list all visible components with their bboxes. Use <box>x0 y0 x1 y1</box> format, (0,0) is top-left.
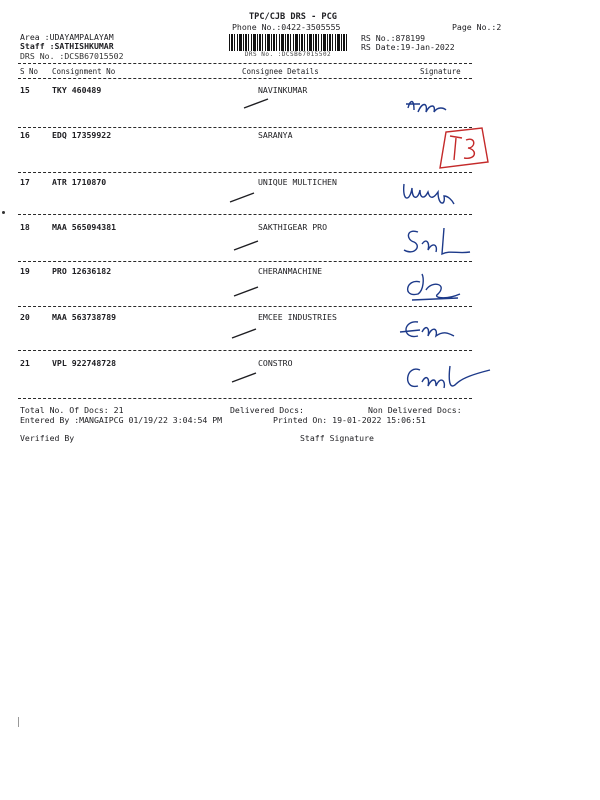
staff-label: Staff :SATHISHKUMAR <box>20 41 114 51</box>
column-header-consignment: Consignment No <box>52 67 116 76</box>
tick-mark <box>230 370 260 384</box>
barcode <box>229 34 347 51</box>
delivered-docs: Delivered Docs: <box>230 405 304 415</box>
row-divider <box>18 127 472 128</box>
row-consignee: CONSTRO <box>258 358 293 368</box>
drs-number: DRS No. :DCSB67015502 <box>20 51 124 61</box>
row-sno: 19 <box>20 266 30 276</box>
row-consignment: MAA 565094381 <box>52 222 117 232</box>
row-sno: 21 <box>20 358 30 368</box>
handwritten-signature <box>398 356 494 400</box>
header-rule-bottom <box>18 78 472 79</box>
row-divider <box>18 350 472 351</box>
non-delivered-docs: Non Delivered Docs: <box>368 405 462 415</box>
printed-on: Printed On: 19-01-2022 15:06:51 <box>273 415 426 425</box>
phone-number: Phone No.:0422-3505555 <box>232 22 341 32</box>
verified-by-label: Verified By <box>20 433 75 443</box>
rs-number: RS No.:878199 <box>361 33 426 43</box>
row-divider <box>18 214 472 215</box>
row-consignment: EDQ 17359922 <box>52 130 112 140</box>
area-label: Area :UDAYAMPALAYAM <box>20 32 114 42</box>
row-consignment: MAA 563738789 <box>52 312 117 322</box>
tick-mark <box>232 238 262 252</box>
row-consignee: SARANYA <box>258 130 293 140</box>
row-divider <box>18 261 472 262</box>
tick-mark <box>228 190 258 204</box>
row-consignment: TKY 460489 <box>52 85 102 95</box>
tick-mark <box>230 326 260 340</box>
row-sno: 18 <box>20 222 30 232</box>
row-consignee: UNIQUE MULTICHEN <box>258 177 337 187</box>
column-header-sno: S No <box>20 67 39 76</box>
row-consignee: SAKTHIGEAR PRO <box>258 222 328 232</box>
row-consignee: EMCEE INDUSTRIES <box>258 312 337 322</box>
stamp-signature <box>432 126 500 174</box>
handwritten-signature <box>400 220 496 264</box>
tick-mark <box>242 96 272 110</box>
document-title: TPC/CJB DRS - PCG <box>249 12 337 22</box>
row-sno: 15 <box>20 85 30 95</box>
handwritten-signature <box>398 172 494 216</box>
entered-by: Entered By :MANGAIPCG 01/19/22 3:04:54 PM <box>20 415 223 425</box>
row-consignment: PRO 12636182 <box>52 266 112 276</box>
row-consignee: NAVINKUMAR <box>258 85 308 95</box>
tick-mark <box>232 284 262 298</box>
column-header-consignee: Consignee Details <box>242 67 319 76</box>
row-consignment: VPL 922748728 <box>52 358 117 368</box>
scan-speck <box>2 211 5 214</box>
row-sno: 16 <box>20 130 30 140</box>
total-docs: Total No. Of Docs: 21 <box>20 405 124 415</box>
column-header-signature: Signature <box>420 67 461 76</box>
page-number: Page No.:2 <box>452 22 502 32</box>
row-consignee: CHERANMACHINE <box>258 266 323 276</box>
row-divider <box>18 398 472 399</box>
row-sno: 20 <box>20 312 30 322</box>
row-consignment: ATR 1710870 <box>52 177 107 187</box>
header-rule-top <box>18 63 472 64</box>
rs-date: RS Date:19-Jan-2022 <box>361 42 455 52</box>
scan-speck <box>18 717 19 727</box>
row-sno: 17 <box>20 177 30 187</box>
row-divider <box>18 306 472 307</box>
staff-signature-label: Staff Signature <box>300 433 374 443</box>
barcode-caption: DRS No. :DCSB67015502 <box>244 51 332 58</box>
